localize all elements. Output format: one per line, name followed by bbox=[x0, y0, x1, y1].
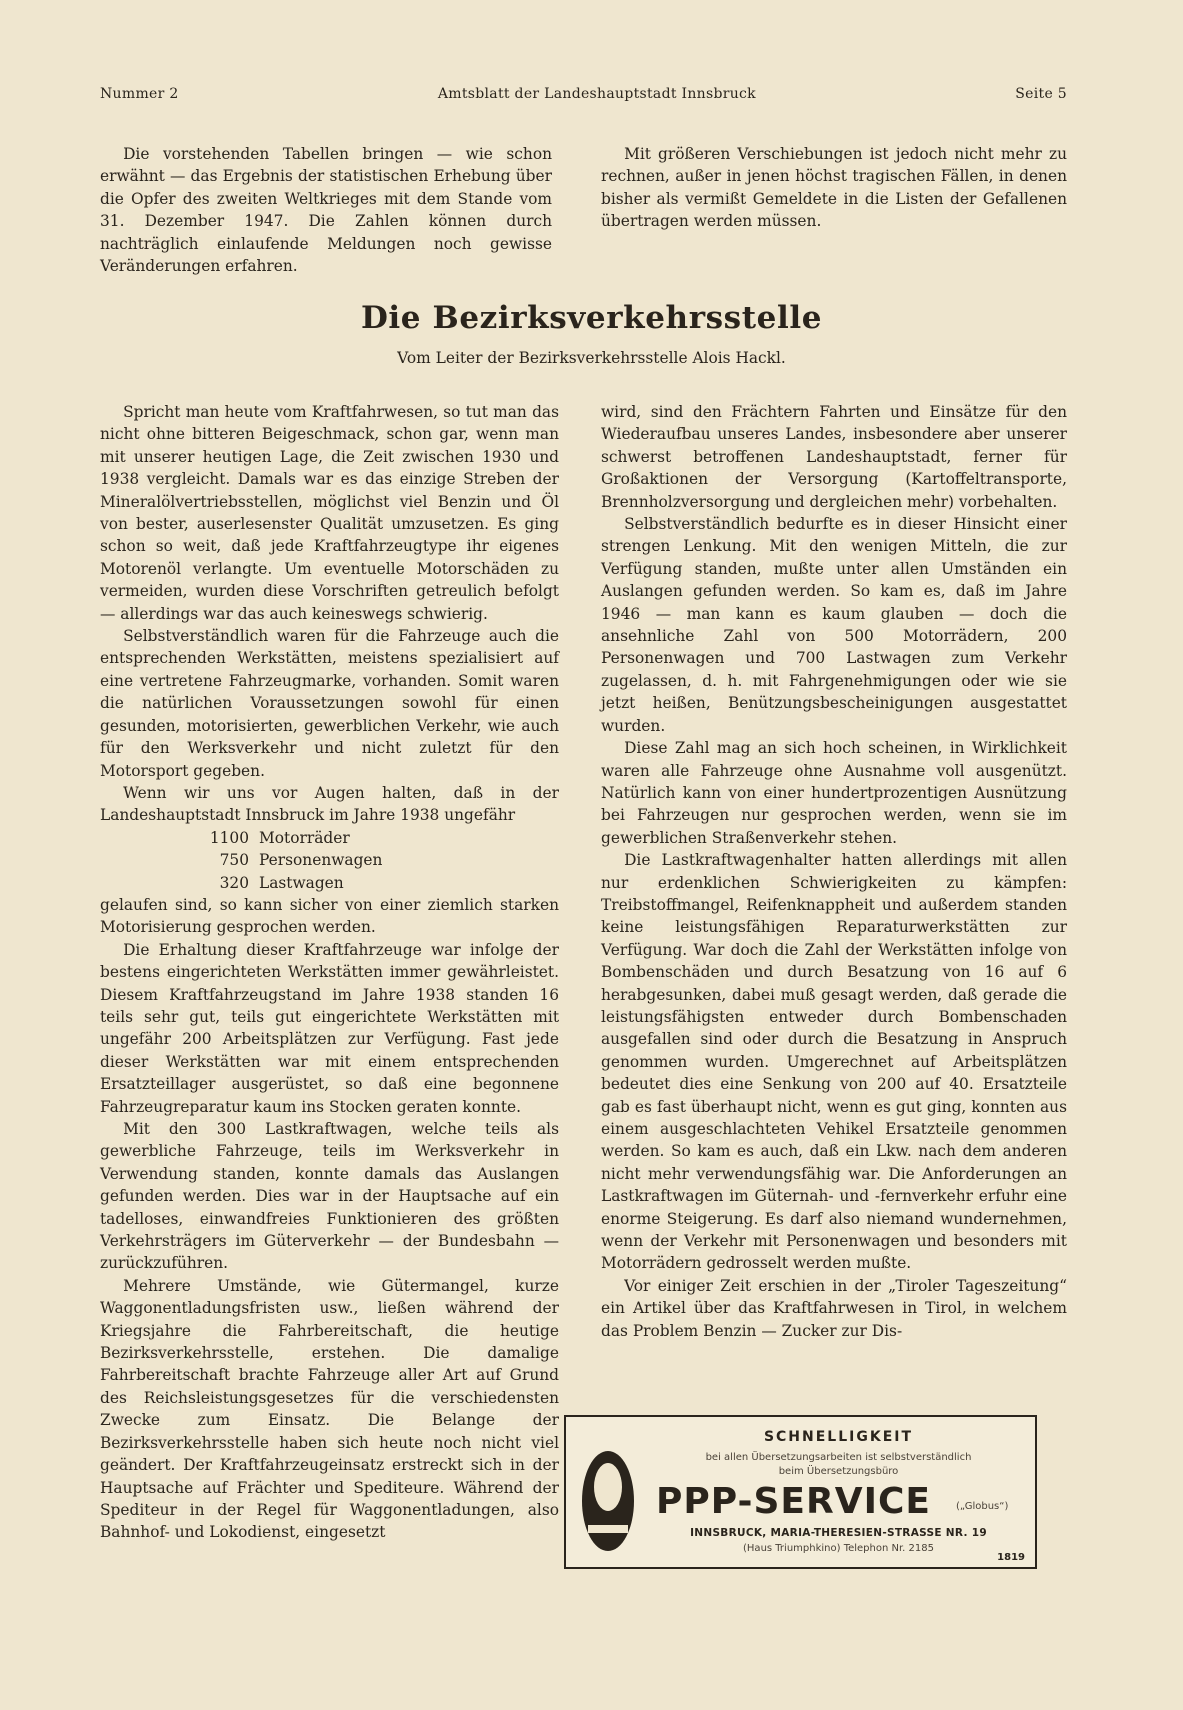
article-paragraph: Vor einiger Zeit erschien in der „Tiroler Tageszeitung“ ein Artikel über das Kraftfahrwesen in Tirol, in welchem das Problem Benzin — Zucker zur Dis- bbox=[601, 1276, 1067, 1340]
article-title: Die Bezirksverkehrsstelle bbox=[360, 300, 823, 336]
ad-brand-note: („Globus“) bbox=[956, 1501, 1009, 1512]
article-paragraph: Diese Zahl mag an sich hoch scheinen, in Wirklichkeit waren alle Fahrzeuge ohne Ausnahme voll ausgenützt. Natürlich kann von einer hundertprozentigen Ausnützung bei Fahrzeugen nur gesprochen werden, wenn sie im gewerblichen Straßenverkehr stehen. bbox=[601, 739, 1067, 847]
intro-left-column bbox=[100, 143, 552, 277]
ad-subline bbox=[652, 1451, 1025, 1479]
issue-number: Nummer 2 bbox=[100, 86, 179, 102]
vehicle-count-item bbox=[205, 849, 559, 871]
translator-logo-icon bbox=[578, 1447, 638, 1555]
article-paragraph: Mit den 300 Lastkraftwagen, welche teils als gewerbliche Fahrzeuge, teils im Werksverkehr in Verwendung standen, konnte damals das Auslangen gefunden werden. Dies war in der Hauptsache auf ein tadelloses, einwandfreies Funktionieren des größten Verkehrsträgers im Güterverkehr — der Bundesbahn — zurückzuführen. bbox=[100, 1120, 559, 1273]
running-head bbox=[100, 86, 1067, 102]
article-paragraph: Die Lastkraftwagenhalter hatten allerdings mit allen nur erdenklichen Schwierigkeiten zu kämpfen: Treibstoffmangel, Reifenknappheit und außerdem standen keine leistungsfähigen Reparaturwerkstätten zur Verfügung. War doch die Zahl der Werkstätten infolge von Bombenschäden und durch Besatzung von 16 auf 6 herabgesunken, dabei muß gesagt werden, daß gerade die leistungsfähigsten entweder durch Bombenschaden ausgefallen sind oder durch die Besatzung in Anspruch genommen wurden. Umgerechnet auf Arbeitsplätzen bedeutet dies eine Senkung von 200 auf 40. Ersatzteile gab es fast überhaupt nicht, wenn es gut ging, konnten aus einem ausgeschlachteten Vehikel Ersatzteile genommen werden. So kam es auch, daß ein Lkw. nach dem anderen nicht mehr verwendungsfähig war. Die Anforderungen an Lastkraftwagen im Güternah- und -fernverkehr erfuhr eine enorme Steigerung. Es darf also niemand wundernehmen, wenn der Verkehr mit Personenwagen und besonders mit Motorrädern gedrosselt werden mußte. bbox=[601, 851, 1067, 1273]
ad-headline: SCHNELLIGKEIT bbox=[763, 1429, 914, 1445]
article-left-column bbox=[100, 401, 559, 1544]
article-paragraph: Die Erhaltung dieser Kraftfahrzeuge war infolge der bestens eingerichteten Werkstätten immer gewährleistet. Diesem Kraftfahrzeugstand im Jahre 1938 standen 16 teils sehr gut, teils gut eingerichtete Werkstätten mit ungefähr 200 Arbeitsplätzen zur Verfügung. Fast jede dieser Werkstätten war mit einem entsprechenden Ersatzteillager ausgerüstet, so daß eine begonnene Fahrzeugreparatur kaum ins Stocken geraten konnte. bbox=[100, 940, 559, 1116]
ad-subline-2: beim Übersetzungsbüro bbox=[778, 1466, 899, 1477]
vehicle-type: Lastwagen bbox=[259, 873, 344, 892]
article-paragraph: wird, sind den Frächtern Fahrten und Einsätze für den Wiederaufbau unseres Landes, insbesondere aber unserer schwerst betroffenen Landeshauptstadt, ferner für Großaktionen der Versorgung (Kartoffeltransporte, Brennholzversorgung und dergleichen mehr) vorbehalten. bbox=[601, 403, 1067, 511]
page-number: Seite 5 bbox=[1015, 86, 1067, 102]
vehicle-type: Motorräder bbox=[259, 828, 350, 847]
vehicle-count-item bbox=[205, 827, 559, 849]
article-paragraph: Wenn wir uns vor Augen halten, daß in der Landeshauptstadt Innsbruck im Jahre 1938 ungefähr bbox=[100, 783, 559, 825]
vehicle-count-list bbox=[205, 827, 559, 894]
vehicle-count: 320 bbox=[219, 873, 249, 892]
intro-right-paragraph: Mit größeren Verschiebungen ist jedoch nicht mehr zu rechnen, außer in jenen höchst tragischen Fällen, in denen bisher als vermißt Gemeldete in die Listen der Gefallenen übertragen werden müssen. bbox=[601, 145, 1067, 231]
ad-address: INNSBRUCK, MARIA-THERESIEN-STRASSE NR. 19 bbox=[690, 1527, 987, 1539]
advertisement-box bbox=[564, 1415, 1037, 1569]
article-paragraph: Spricht man heute vom Kraftfahrwesen, so tut man das nicht ohne bitteren Beigeschmack, schon gar, wenn man mit unserer heutigen Lage, die Zeit zwischen 1930 und 1938 vergleicht. Damals war es das einzige Streben der Mineralölvertriebsstellen, möglichst viel Benzin und Öl von bester, auserlesenster Qualität umzusetzen. Es ging schon so weit, daß jede Kraftfahrzeugtype ihr eigenes Motorenöl verlangte. Um eventuelle Motorschäden zu vermeiden, wurden diese Vorschriften getreulich befolgt — allerdings war das auch keineswegs schwierig. bbox=[100, 403, 559, 623]
ad-code: 1819 bbox=[997, 1552, 1025, 1563]
ad-phone: (Haus Triumphkino) Telephon Nr. 2185 bbox=[743, 1543, 934, 1554]
intro-left-paragraph: Die vorstehenden Tabellen bringen — wie schon erwähnt — das Ergebnis der statistischen Erhebung über die Opfer des zweiten Weltkrieges mit dem Stande vom 31. Dezember 1947. Die Zahlen können durch nachträglich einlaufende Meldungen noch gewisse Veränderungen erfahren. bbox=[100, 145, 552, 276]
article-byline: Vom Leiter der Bezirksverkehrsstelle Alois Hackl. bbox=[397, 349, 786, 367]
vehicle-count: 1100 bbox=[209, 828, 249, 847]
article-paragraph: gelaufen sind, so kann sicher von einer ziemlich starken Motorisierung gesprochen werden. bbox=[100, 895, 559, 937]
article-right-column bbox=[601, 401, 1067, 1342]
ad-subline-1: bei allen Übersetzungsarbeiten ist selbstverständlich bbox=[705, 1452, 972, 1463]
vehicle-type: Personenwagen bbox=[259, 851, 383, 870]
article-paragraph: Selbstverständlich bedurfte es in dieser Hinsicht einer strengen Lenkung. Mit den wenigen Mitteln, die zur Verfügung standen, mußte unter allen Umständen ein Auslangen gefunden werden. So kam es, daß im Jahre 1946 — man kann es kaum glauben — doch die ansehnliche Zahl von 500 Motorrädern, 200 Personenwagen und 700 Lastwagen zum Verkehr zugelassen, d. h. mit Fahrgenehmigungen oder wie sie jetzt heißen, Benützungsbescheinigungen ausgestattet wurden. bbox=[601, 515, 1067, 735]
ad-brand: PPP-SERVICE bbox=[656, 1481, 931, 1522]
article-paragraph: Selbstverständlich waren für die Fahrzeuge auch die entsprechenden Werkstätten, meistens spezialisiert auf eine vertretene Fahrzeugmarke, vorhanden. Somit waren die natürlichen Voraussetzungen sowohl für einen gesunden, motorisierten, gewerblichen Verkehr, wie auch für den Werksverkehr und nicht zuletzt für den Motorsport gegeben. bbox=[100, 627, 559, 780]
vehicle-count: 750 bbox=[219, 851, 249, 870]
article-paragraph: Mehrere Umstände, wie Gütermangel, kurze Waggonentladungsfristen usw., ließen während der Kriegsjahre die Fahrbereitschaft, die heutige Bezirksverkehrsstelle, erstehen. Die damalige Fahrbereitschaft brachte Fahrzeuge aller Art auf Grund des Reichsleistungsgesetzes für die verschiedensten Zwecke zum Einsatz. Die Belange der Bezirksverkehrsstelle haben sich heute noch nicht viel geändert. Der Kraftfahrzeugeinsatz erstreckt sich in der Hauptsache auf Frächter und Spediteure. Während der Spediteur in der Regel für Waggonentladungen, also Bahnhof- und Lokodienst, eingesetzt bbox=[100, 1276, 559, 1542]
publication-title: Amtsblatt der Landeshauptstadt Innsbruck bbox=[437, 86, 756, 102]
vehicle-count-item bbox=[205, 872, 559, 894]
intro-right-column bbox=[601, 143, 1067, 233]
